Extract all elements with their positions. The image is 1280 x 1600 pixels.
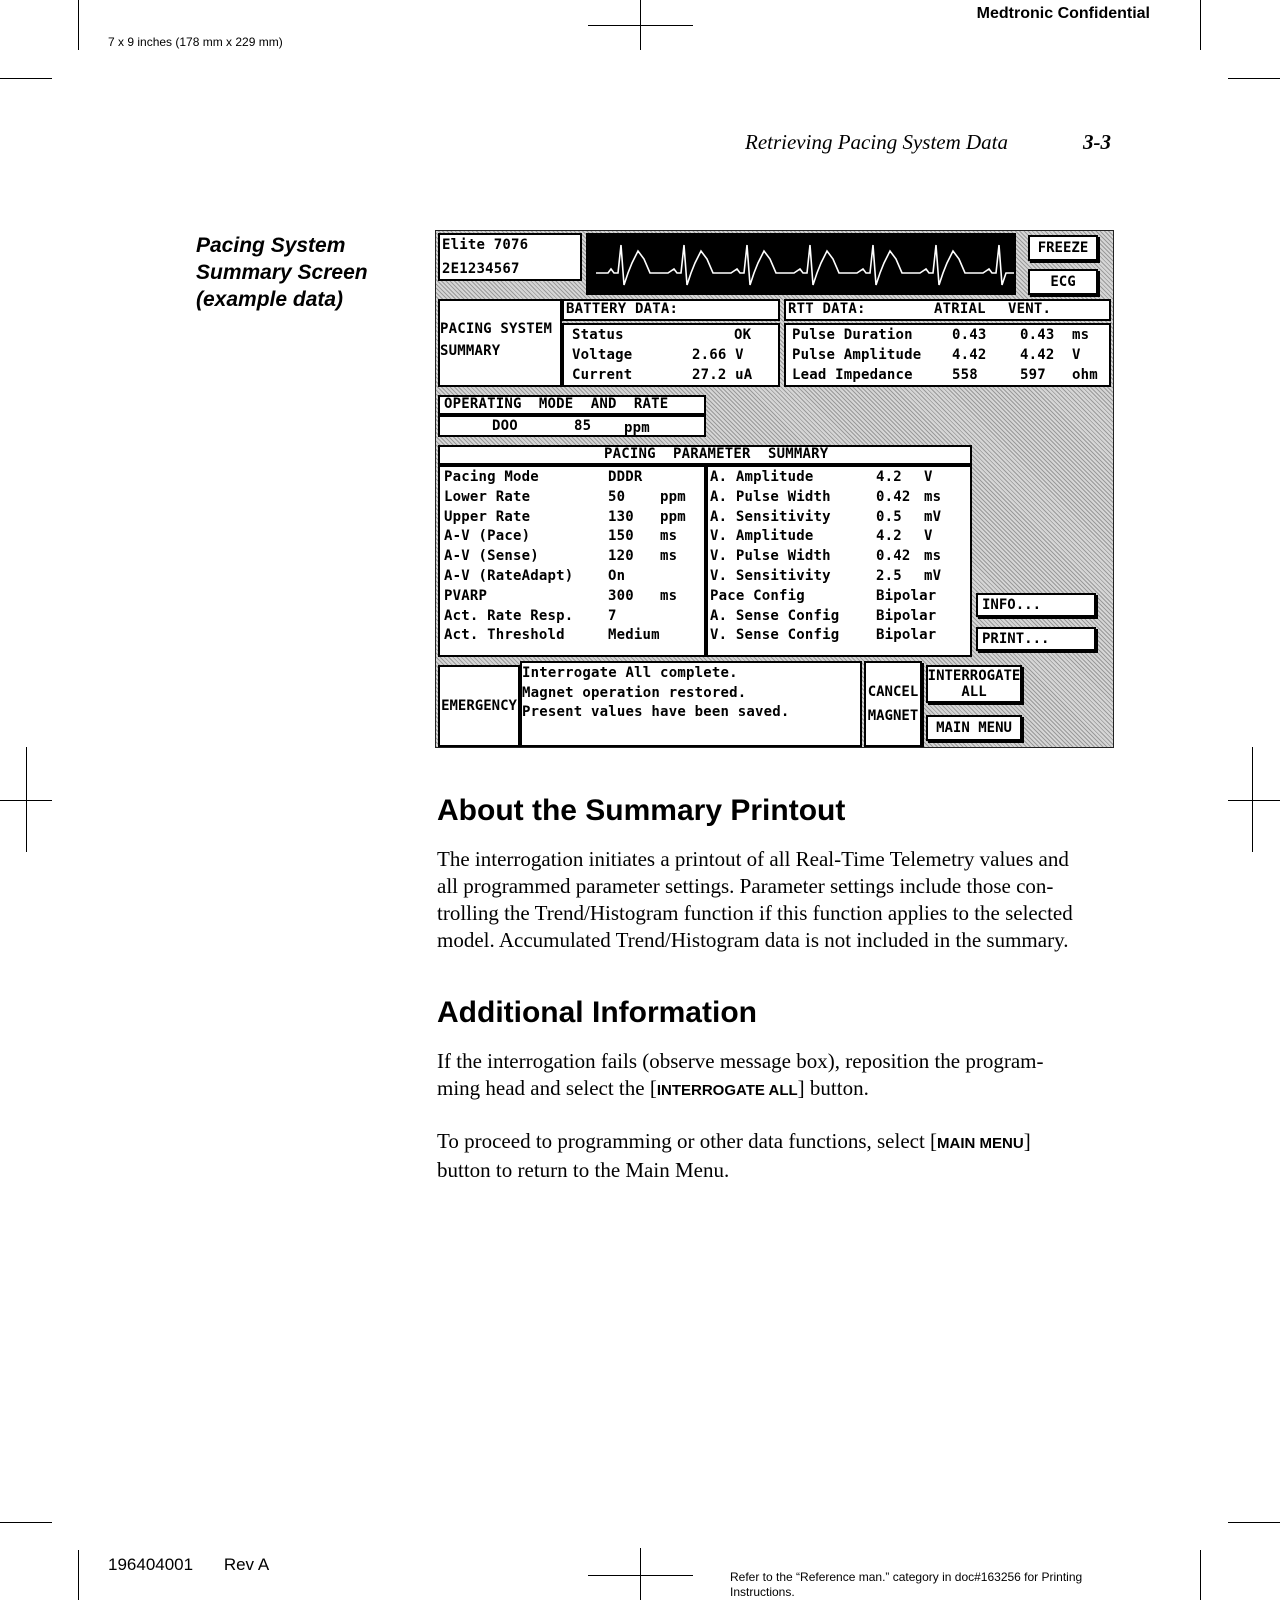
operating-mode-header: OPERATING MODE AND RATE	[444, 396, 669, 412]
rtt-label: Lead Impedance	[792, 367, 913, 383]
ecg-waveform	[586, 233, 1016, 295]
parameter-unit: ppm	[660, 488, 686, 505]
cancel-magnet-label: MAGNET	[867, 708, 919, 724]
device-model: Elite 7076	[442, 237, 529, 253]
revision: Rev A	[223, 1555, 270, 1574]
rtt-unit: ohm	[1072, 367, 1098, 383]
battery-label: Status	[572, 327, 624, 343]
parameter-value: 120	[608, 548, 634, 565]
parameter-label: Act. Rate Resp.	[444, 607, 574, 624]
parameter-label: A. Sensitivity	[710, 508, 831, 525]
parameter-label: V. Sensitivity	[710, 568, 831, 584]
parameter-label: Lower Rate	[444, 488, 531, 505]
parameter-label: A. Sense Config	[710, 607, 840, 624]
doc-number: 196404001	[108, 1555, 194, 1574]
parameter-label: Pacing Mode	[444, 469, 539, 485]
rtt-col-atrial: ATRIAL	[934, 301, 986, 317]
message-line: Magnet operation restored.	[522, 685, 747, 701]
parameter-value: DDDR	[608, 469, 643, 485]
parameter-value: Medium	[608, 627, 660, 644]
rtt-atrial-value: 558	[952, 367, 978, 383]
trim-size-label: 7 x 9 inches (178 mm x 229 mm)	[108, 35, 283, 49]
parameter-unit: ppm	[660, 508, 686, 525]
parameter-value: Bipolar	[876, 587, 937, 604]
additional-info-paragraph	[437, 1048, 1117, 1104]
crop-mark	[588, 1575, 693, 1576]
paragraph-text: ]	[1023, 1129, 1031, 1153]
paragraph-text: ] button.	[797, 1076, 869, 1100]
interrogate-all-label: ALL	[961, 684, 987, 700]
interrogate-all-button[interactable]	[926, 665, 1022, 703]
crop-mark	[0, 1522, 52, 1523]
info-button[interactable]: INFO...	[976, 593, 1096, 617]
parameter-label: A. Pulse Width	[710, 488, 831, 505]
main-menu-button[interactable]: MAIN MENU	[926, 715, 1022, 741]
parameter-unit: mV	[924, 568, 942, 584]
confidential-label: Medtronic Confidential	[976, 5, 1150, 22]
rtt-vent-value: 0.43	[1020, 327, 1055, 343]
crop-mark	[78, 0, 79, 50]
parameter-unit: ms	[660, 548, 678, 565]
crop-mark	[78, 1550, 79, 1600]
crop-mark	[0, 78, 52, 79]
device-serial: 2E1234567	[442, 261, 520, 277]
paragraph-text: To proceed to programming or other data functions, select [	[437, 1129, 938, 1153]
parameter-unit: ms	[924, 488, 942, 505]
parameter-summary-header: PACING PARAMETER SUMMARY	[604, 446, 829, 462]
page-number: 3-3	[1083, 130, 1111, 154]
parameter-unit: V	[924, 528, 933, 545]
paragraph-line: trolling the Trend/Histogram function if this function applies to the selected	[437, 901, 1073, 925]
ecg-button[interactable]: ECG	[1028, 269, 1098, 295]
crop-mark	[1228, 78, 1280, 79]
interrogate-all-label: INTERROGATE	[927, 668, 1021, 684]
crop-mark	[640, 1548, 641, 1600]
interrogate-all-keyword: INTERROGATE ALL	[656, 1082, 798, 1099]
parameter-label: A-V (RateAdapt)	[444, 568, 574, 584]
running-head: Retrieving Pacing System Data	[745, 130, 1009, 154]
battery-value: 27.2 uA	[692, 367, 753, 383]
printing-note	[730, 1570, 1150, 1600]
rtt-unit: ms	[1072, 327, 1090, 343]
main-menu-paragraph	[437, 1128, 1117, 1184]
parameter-value: 2.5	[876, 568, 902, 584]
parameter-unit: ms	[924, 548, 942, 565]
parameter-label: A-V (Sense)	[444, 548, 539, 565]
operating-mode-value: DOO	[492, 418, 518, 434]
section-heading: Additional Information	[437, 996, 757, 1029]
parameter-label: Upper Rate	[444, 508, 531, 525]
parameter-unit: ms	[660, 587, 678, 604]
paragraph-line: button to return to the Main Menu.	[437, 1158, 730, 1182]
printing-note-line: Refer to the “Reference man.” category in doc#163256 for Printing	[730, 1570, 1083, 1584]
parameter-value: 0.42	[876, 548, 911, 565]
battery-header: BATTERY DATA:	[566, 301, 679, 317]
rtt-vent-value: 4.42	[1020, 347, 1055, 363]
battery-value: 2.66 V	[692, 347, 744, 363]
figure-caption-line: Pacing System	[196, 234, 346, 257]
parameter-value: 4.2	[876, 469, 902, 485]
parameter-label: V. Sense Config	[710, 627, 840, 644]
paragraph-line: all programmed parameter settings. Parameter settings include those con-	[437, 874, 1054, 898]
emergency-button[interactable]: EMERGENCY	[438, 665, 520, 747]
parameter-unit: mV	[924, 508, 942, 525]
section-heading: About the Summary Printout	[437, 794, 846, 827]
cancel-magnet-label: CANCEL	[867, 684, 919, 700]
summary-printout-paragraph	[437, 846, 1117, 954]
freeze-button[interactable]: FREEZE	[1028, 235, 1098, 261]
parameter-value: 300	[608, 587, 634, 604]
operating-rate-unit: ppm	[624, 420, 650, 436]
crop-mark	[0, 800, 52, 801]
parameter-value: 50	[608, 488, 626, 505]
parameter-value: 4.2	[876, 528, 902, 545]
doc-id	[108, 1555, 269, 1575]
parameter-value: 150	[608, 528, 634, 545]
rtt-atrial-value: 0.43	[952, 327, 987, 343]
parameter-label: A-V (Pace)	[444, 528, 531, 545]
parameter-label: A. Amplitude	[710, 469, 814, 485]
cancel-magnet-button[interactable]	[864, 661, 922, 747]
parameter-value: 0.42	[876, 488, 911, 505]
pacing-system-summary-screen	[435, 230, 1114, 748]
paragraph-text: ming head and select the [	[437, 1076, 657, 1100]
parameter-unit: V	[924, 469, 933, 485]
rtt-atrial-value: 4.42	[952, 347, 987, 363]
rtt-header: RTT DATA:	[788, 301, 866, 317]
parameter-value: 7	[608, 607, 617, 624]
summary-title: SUMMARY	[440, 343, 501, 359]
parameter-label: PVARP	[444, 587, 488, 604]
battery-value: OK	[734, 327, 752, 343]
rtt-label: Pulse Duration	[792, 327, 913, 343]
rtt-col-vent: VENT.	[1008, 301, 1052, 317]
paragraph-line	[437, 1075, 1117, 1104]
crop-mark	[1228, 800, 1280, 801]
rtt-label: Pulse Amplitude	[792, 347, 922, 363]
parameter-label: V. Amplitude	[710, 528, 814, 545]
figure-caption-line: Summary Screen	[196, 261, 368, 284]
crop-mark	[1200, 1550, 1201, 1600]
rtt-unit: V	[1072, 347, 1081, 363]
print-button[interactable]: PRINT...	[976, 627, 1096, 651]
rtt-vent-value: 597	[1020, 367, 1046, 383]
message-line: Interrogate All complete.	[522, 665, 738, 681]
main-menu-keyword: MAIN MENU	[937, 1135, 1024, 1152]
parameter-value: Bipolar	[876, 607, 937, 624]
parameter-label: V. Pulse Width	[710, 548, 831, 565]
printing-note-line: Instructions.	[730, 1585, 795, 1599]
paragraph-line: model. Accumulated Trend/Histogram data is not included in the summary.	[437, 928, 1069, 952]
figure-caption	[196, 232, 416, 313]
operating-rate-value: 85	[574, 418, 592, 434]
crop-mark	[1200, 0, 1201, 50]
crop-mark	[588, 25, 693, 26]
operating-mode-box	[438, 415, 706, 437]
parameter-value: Bipolar	[876, 627, 937, 644]
parameter-unit: ms	[660, 528, 678, 545]
paragraph-line: The interrogation initiates a printout of all Real-Time Telemetry values and	[437, 847, 1069, 871]
battery-label: Current	[572, 367, 633, 383]
figure-caption-line: (example data)	[196, 288, 344, 311]
parameter-value: 0.5	[876, 508, 902, 525]
message-line: Present values have been saved.	[522, 704, 790, 720]
parameter-label: Pace Config	[710, 587, 805, 604]
parameter-value: 130	[608, 508, 634, 525]
crop-mark	[1228, 1522, 1280, 1523]
parameter-label: Act. Threshold	[444, 627, 565, 644]
paragraph-line	[437, 1128, 1117, 1157]
paragraph-line: If the interrogation fails (observe message box), reposition the program-	[437, 1049, 1044, 1073]
battery-label: Voltage	[572, 347, 633, 363]
parameter-value: On	[608, 568, 626, 584]
summary-title: PACING SYSTEM	[440, 321, 553, 337]
